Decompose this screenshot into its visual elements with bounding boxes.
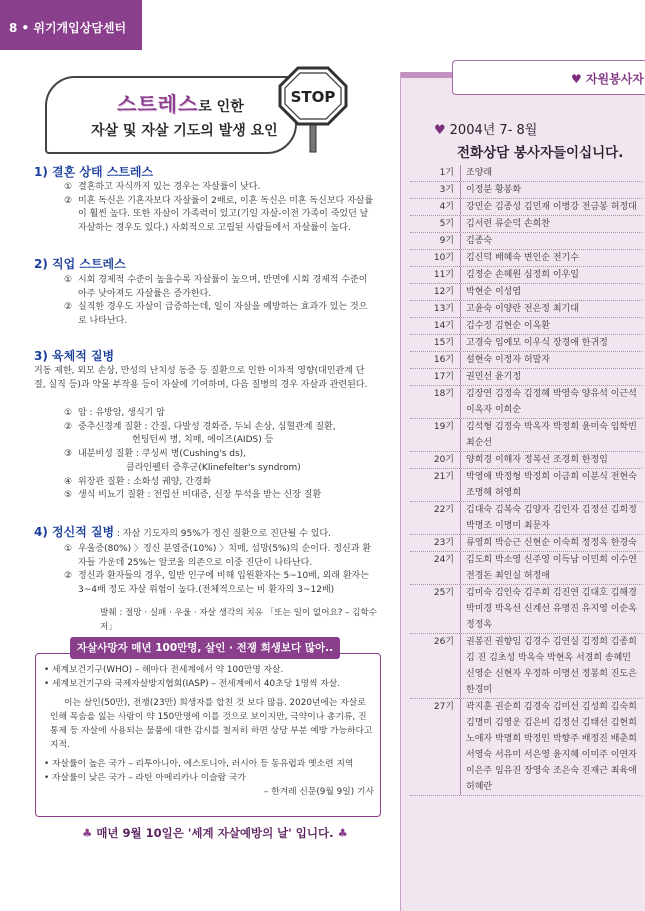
list-item: ⑤ 생식 비뇨기 질환 : 전립선 비대증, 신장 투석을 받는 신장 질환 bbox=[64, 490, 322, 501]
volunteer-row bbox=[410, 335, 642, 352]
stat-bullet: • 자살률이 낮은 국가 – 라틴 아메리카나 이슬람 국가 bbox=[44, 773, 246, 783]
volunteer-generation: 5기 bbox=[439, 219, 454, 229]
list-item: ① 시회 경제적 수준이 높을수록 자살률이 높으며, 반면에 시회 경제적 수준이 아주 낮아져도 자살률은 증가한다. bbox=[64, 275, 368, 299]
volunteer-row bbox=[410, 634, 642, 699]
volunteer-names: 조양래 bbox=[460, 165, 642, 181]
stop-sign-icon bbox=[278, 66, 348, 156]
statistics-box-body bbox=[44, 663, 374, 799]
stat-paragraph: 이는 살인(50만), 전쟁(23만) 희생자를 합친 것 보다 많음. 2020년에는 자살로 인해 목숨을 잃는 사람이 약 150만명에 이를 것으로 보이지만, 극약이나 총기류, 진통제 등 자살에 사용되는 물품에 대한 감시를 철저히 하면 상당 부분 예방 가능하다고 지적. bbox=[50, 698, 373, 750]
section-marital-heading: 1) 결혼 상태 스트레스 bbox=[34, 165, 154, 179]
volunteer-names: 설현숙 이정자 허말자 bbox=[460, 352, 642, 368]
section-physical-heading: 3) 육체적 질병 bbox=[34, 349, 115, 363]
stat-source: – 한겨레 신문(9월 9일) 기사 bbox=[263, 787, 374, 797]
volunteer-generation: 16기 bbox=[433, 355, 454, 365]
section-mental-body bbox=[64, 543, 376, 598]
volunteer-row bbox=[410, 301, 642, 318]
title-suffix: 로 인한 bbox=[198, 99, 244, 115]
list-item: ④ 위장관 질환 : 소화성 궤양, 간경화 bbox=[64, 476, 212, 487]
list-item: ② 미혼 독신은 기혼자보다 자살률이 2배로, 이혼 독신은 미혼 독신보다 자살률이 훨씬 높다. 또한 자살이 가족력이 있고(기일 자살-이전 가족이 죽었던 날 자살하는 경우도 있다.) 사회적으로 고립된 사람들에서 자살률이 높다. bbox=[64, 195, 374, 234]
volunteer-generation: 4기 bbox=[439, 202, 454, 212]
volunteer-title: 전화상담 봉사자들이십니다. bbox=[457, 145, 624, 161]
volunteer-tab-label: ♥ 자원봉사자 bbox=[571, 72, 644, 86]
volunteer-row bbox=[410, 199, 642, 216]
section-job-heading: 2) 직업 스트레스 bbox=[34, 257, 126, 271]
volunteer-generation: 18기 bbox=[433, 389, 454, 399]
volunteer-row bbox=[410, 369, 642, 386]
volunteer-names: 김수정 김현순 이옥환 bbox=[460, 318, 642, 334]
stop-sign-text: STOP bbox=[290, 88, 336, 106]
volunteer-names: 김장연 김정숙 김정혜 박영숙 양유석 이근석 이옥자 이희순 bbox=[460, 386, 642, 418]
volunteer-generation: 15기 bbox=[433, 338, 454, 348]
volunteer-generation: 20기 bbox=[433, 455, 454, 465]
stat-bullet: • 세계보건기구와 국제자살방지협회(IASP) – 전세계에서 40초당 1명씩 자살. bbox=[44, 679, 341, 689]
volunteer-names: 양희경 이해자 정복선 조경희 한정임 bbox=[460, 452, 642, 468]
volunteer-row bbox=[410, 216, 642, 233]
section-marital-body bbox=[64, 181, 374, 236]
volunteer-heading bbox=[432, 120, 642, 164]
club-icon: ♣ bbox=[82, 826, 93, 840]
volunteer-row bbox=[410, 182, 642, 199]
volunteer-names: 박현순 이성엽 bbox=[460, 284, 642, 300]
title-line-1 bbox=[117, 88, 244, 117]
section-mental-source: 발췌 : 절망 · 실패 · 우울 · 자살 생각의 치유 「또는 일이 없어요? – 김학수 저」 bbox=[100, 608, 378, 632]
volunteer-names: 김서련 류순덕 손희찬 bbox=[460, 216, 642, 232]
volunteer-generation: 26기 bbox=[433, 637, 454, 647]
volunteer-generation: 14기 bbox=[433, 321, 454, 331]
volunteer-generation: 9기 bbox=[439, 236, 454, 246]
volunteer-names: 고윤숙 이양란 전은정 최기대 bbox=[460, 301, 642, 317]
volunteer-row bbox=[410, 250, 642, 267]
stat-bullet: • 자살률이 높은 국가 – 리투아니아, 에스토니아, 러시아 등 동유럽과 옛소련 지역 bbox=[44, 759, 354, 769]
volunteer-names: 김정순 손혜원 심정희 이우일 bbox=[460, 267, 642, 283]
list-item: ① 암 : 유방암, 생식기 암 bbox=[64, 408, 165, 418]
volunteer-names: 김도희 박소영 신주영 이득남 이민희 이수연 전경돈 최인실 허정애 bbox=[460, 552, 642, 584]
volunteer-names: 박영애 박정형 박정희 이금희 이분식 전현숙 조명해 허영희 bbox=[460, 469, 642, 501]
volunteer-list bbox=[410, 165, 642, 796]
volunteer-tab bbox=[452, 60, 645, 95]
list-item: ② 중추신경계 질환 : 간질, 다발성 경화증, 두뇌 손상, 심혈관계 질환, bbox=[64, 421, 336, 432]
volunteer-row bbox=[410, 165, 642, 182]
volunteer-row bbox=[410, 352, 642, 369]
volunteer-names: 권민선 윤기정 bbox=[460, 369, 642, 385]
volunteer-names: 김석형 김정숙 박옥자 박정희 윤미숙 임학빈 최순선 bbox=[460, 419, 642, 451]
page-header-tab bbox=[0, 0, 142, 50]
section-mental-heading: 4) 정신적 질병 : 자살 기도자의 95%가 정신 질환으로 진단될 수 있다. bbox=[34, 525, 331, 539]
volunteer-generation: 1기 bbox=[439, 168, 454, 178]
volunteer-row bbox=[410, 699, 642, 796]
heart-icon: ♥ bbox=[434, 123, 446, 138]
volunteer-names: 김종숙 bbox=[460, 233, 642, 249]
volunteer-names: 김신덕 배혜숙 변인순 전기수 bbox=[460, 250, 642, 266]
list-item: ③ 내분비성 질환 : 쿠싱씨 병(Cushing's ds), bbox=[64, 449, 247, 460]
list-item: 클라인펠터 증후군(Klinefelter's syndrom) bbox=[126, 462, 301, 473]
list-item: ① 우울증(80%) 〉정신 분열증(10%) 〉치매, 섬망(5%)의 순이다. 정신과 환자들 가운데 25%는 알코올 의존으로 이중 진단이 나타난다. bbox=[64, 544, 371, 568]
volunteer-generation: 12기 bbox=[433, 287, 454, 297]
title-stress-word: 스트레스 bbox=[117, 92, 199, 116]
club-icon: ♣ bbox=[337, 826, 348, 840]
prevention-day-note bbox=[82, 825, 352, 841]
section-job-body bbox=[64, 274, 374, 329]
volunteer-row bbox=[410, 233, 642, 250]
list-item: ② 정신과 환자들의 경우, 일반 인구에 비해 입원환자는 5~10배, 외래 환자는 3~4배 정도 자살 위험이 높다.(전체적으로는 비 환자의 3~12배) bbox=[64, 571, 369, 596]
volunteer-names: 강민순 김종성 김민재 이병강 전금봉 허정대 bbox=[460, 199, 642, 215]
volunteer-names: 고경숙 임예모 이우식 장경애 한귀정 bbox=[460, 335, 642, 351]
volunteer-row bbox=[410, 284, 642, 301]
volunteer-generation: 25기 bbox=[433, 588, 454, 598]
volunteer-row bbox=[410, 318, 642, 335]
volunteer-generation: 22기 bbox=[433, 505, 454, 515]
volunteer-period: 2004년 7- 8월 bbox=[449, 123, 538, 138]
volunteer-row bbox=[410, 469, 642, 502]
volunteer-names: 권봉진 권향임 김경수 김연실 김정희 김종희 김 진 김초성 박옥숙 박현옥 서경희 송혜민 신영순 신현자 우정하 이명선 정봉희 진도은 한경미 bbox=[460, 634, 642, 698]
stat-bullet: • 세계보건기구(WHO) – 해마다 전세계에서 약 100만명 자살. bbox=[44, 665, 284, 675]
volunteer-row bbox=[410, 552, 642, 585]
volunteer-generation: 17기 bbox=[433, 372, 454, 382]
volunteer-row bbox=[410, 535, 642, 552]
section-physical-body bbox=[64, 407, 374, 503]
volunteer-generation: 23기 bbox=[433, 538, 454, 548]
volunteer-names: 김대숙 김복숙 김양자 김인자 김정선 김희정 박명조 이명미 최문자 bbox=[460, 502, 642, 534]
volunteer-generation: 10기 bbox=[433, 253, 454, 263]
page-header-label: 8 • 위기개입상담센터 bbox=[9, 21, 127, 35]
volunteer-names: 김미숙 김인숙 김주희 김진연 김대호 김해경 박미경 박옥선 신계선 유명진 유지영 이순옥 정정옥 bbox=[460, 585, 642, 633]
volunteer-generation: 3기 bbox=[439, 185, 454, 195]
volunteer-generation: 11기 bbox=[433, 270, 454, 280]
article-title: 자살 및 자살 기도의 발생 요인 bbox=[91, 123, 278, 139]
volunteer-generation: 27기 bbox=[433, 702, 454, 712]
statistics-box-title: 자살사망자 매년 100만명, 살인 · 전쟁 희생보다 많아.. bbox=[70, 637, 340, 659]
volunteer-generation: 21기 bbox=[433, 472, 454, 482]
article-title-box bbox=[45, 76, 297, 154]
volunteer-row bbox=[410, 452, 642, 469]
volunteer-row bbox=[410, 267, 642, 284]
volunteer-row bbox=[410, 419, 642, 452]
volunteer-names: 이정분 황봉화 bbox=[460, 182, 642, 198]
section-physical-intro: 거동 제한, 외모 손상, 만성의 난치성 동증 등 질환으로 인한 이차적 영향(대인관계 단절, 실직 등)과 약물 부작용 등이 자살에 기여하며, 다음 질병의 경우 자살과 관련된다. bbox=[34, 366, 368, 390]
volunteer-generation: 24기 bbox=[433, 555, 454, 565]
prevention-day-text: 매년 9월 10일은 '세계 자살예방의 날' 입니다. bbox=[96, 826, 334, 840]
list-item: ① 결혼하고 자식까지 있는 경우는 자살률이 낮다. bbox=[64, 182, 261, 192]
volunteer-generation: 13기 bbox=[433, 304, 454, 314]
list-item: 헌팅턴씨 병, 치매, 에이즈(AIDS) 등 bbox=[132, 435, 274, 446]
volunteer-row bbox=[410, 585, 642, 634]
volunteer-generation: 19기 bbox=[433, 422, 454, 432]
list-item: ② 실직한 경우도 자살이 급증하는데, 일이 자살을 예방하는 효과가 있는 것으로 나타난다. bbox=[64, 302, 368, 327]
volunteer-row bbox=[410, 502, 642, 535]
volunteer-names: 곽지훈 권순희 김경숙 김미선 김성희 김숙희 김명미 김영운 김은비 김정선 김태선 김현희 노애자 박명희 박정인 박향주 배정진 배춘희 서영숙 서유미 서은영 윤지혜 이미주 이연자 이은주 임유진 장영숙 조은숙 진재근 최육애 허혜란 bbox=[460, 699, 642, 795]
volunteer-row bbox=[410, 386, 642, 419]
volunteer-names: 류영희 박승근 신현순 이숙희 정정옥 한경숙 bbox=[460, 535, 642, 551]
